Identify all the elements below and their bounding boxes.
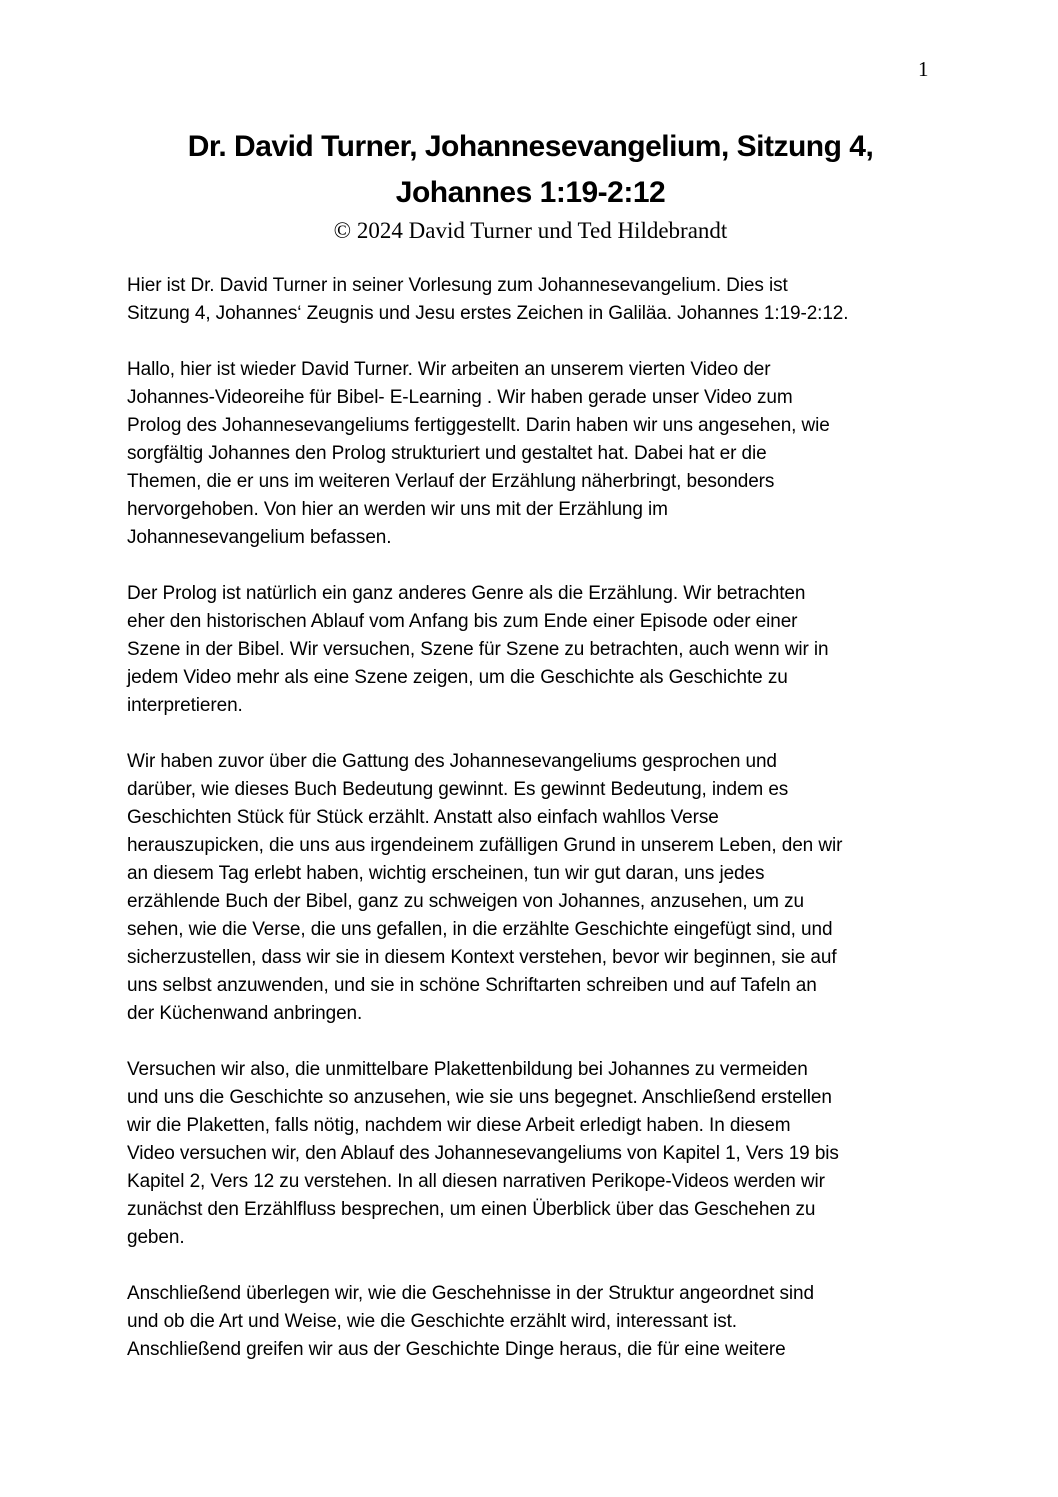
title-line-2: Johannes 1:19-2:12 <box>395 176 666 209</box>
body-paragraphs <box>127 272 934 1364</box>
text-line: Themen, die er uns im weiteren Verlauf der Erzählung näherbringt, besonders <box>127 471 775 492</box>
document-title <box>127 124 934 216</box>
page-number: 1 <box>918 57 929 81</box>
text-line: Szene in der Bibel. Wir versuchen, Szene für Szene zu betrachten, auch wenn wir in <box>127 639 829 660</box>
text-line: Anschließend überlegen wir, wie die Geschehnisse in der Struktur angeordnet sind <box>127 1283 814 1304</box>
text-line: zunächst den Erzählfluss besprechen, um einen Überblick über das Geschehen zu <box>127 1199 816 1220</box>
text-line: Video versuchen wir, den Ablauf des Johannesevangeliums von Kapitel 1, Vers 19 bis <box>127 1143 839 1164</box>
text-line: wir die Plaketten, falls nötig, nachdem wir diese Arbeit erledigt haben. In diesem <box>127 1115 791 1136</box>
text-line: Anschließend greifen wir aus der Geschichte Dinge heraus, die für eine weitere <box>127 1339 786 1360</box>
text-line: und ob die Art und Weise, wie die Geschichte erzählt wird, interessant ist. <box>127 1311 737 1332</box>
paragraph <box>127 580 934 720</box>
paragraph <box>127 356 934 552</box>
text-line: Prolog des Johannesevangeliums fertiggestellt. Darin haben wir uns angesehen, wie <box>127 415 830 436</box>
text-line: herauszupicken, die uns aus irgendeinem zufälligen Grund in unserem Leben, den wir <box>127 835 843 856</box>
text-line: der Küchenwand anbringen. <box>127 1003 363 1024</box>
text-line: und uns die Geschichte so anzusehen, wie sie uns begegnet. Anschließend erstellen <box>127 1087 832 1108</box>
paragraph <box>127 1056 934 1252</box>
text-line: Johannes-Videoreihe für Bibel- E-Learning . Wir haben gerade unser Video zum <box>127 387 793 408</box>
paragraph <box>127 1280 934 1364</box>
text-line: hervorgehoben. Von hier an werden wir uns mit der Erzählung im <box>127 499 668 520</box>
text-line: Hallo, hier ist wieder David Turner. Wir arbeiten an unserem vierten Video der <box>127 359 771 380</box>
text-line: sehen, wie die Verse, die uns gefallen, in die erzählte Geschichte eingefügt sind, und <box>127 919 833 940</box>
text-line: jedem Video mehr als eine Szene zeigen, um die Geschichte als Geschichte zu <box>127 667 788 688</box>
paragraph <box>127 748 934 1028</box>
text-line: Johannesevangelium befassen. <box>127 527 392 548</box>
text-line: eher den historischen Ablauf vom Anfang bis zum Ende einer Episode oder einer <box>127 611 798 632</box>
text-line: sicherzustellen, dass wir sie in diesem Kontext verstehen, bevor wir beginnen, sie auf <box>127 947 837 968</box>
text-line: Hier ist Dr. David Turner in seiner Vorlesung zum Johannesevangelium. Dies ist <box>127 275 788 296</box>
title-line-1: Dr. David Turner, Johannesevangelium, Sitzung 4, <box>187 130 874 163</box>
text-line: darüber, wie dieses Buch Bedeutung gewinnt. Es gewinnt Bedeutung, indem es <box>127 779 789 800</box>
text-line: interpretieren. <box>127 695 243 716</box>
text-line: Sitzung 4, Johannes‘ Zeugnis und Jesu erstes Zeichen in Galiläa. Johannes 1:19-2:12. <box>127 303 849 324</box>
text-line: Wir haben zuvor über die Gattung des Johannesevangeliums gesprochen und <box>127 751 777 772</box>
text-line: an diesem Tag erlebt haben, wichtig erscheinen, tun wir gut daran, uns jedes <box>127 863 765 884</box>
text-line: erzählende Buch der Bibel, ganz zu schweigen von Johannes, anzusehen, um zu <box>127 891 804 912</box>
paragraph <box>127 272 934 328</box>
text-line: Kapitel 2, Vers 12 zu verstehen. In all diesen narrativen Perikope-Videos werden wir <box>127 1171 825 1192</box>
text-line: Versuchen wir also, die unmittelbare Plakettenbildung bei Johannes zu vermeiden <box>127 1059 808 1080</box>
copyright-line: © 2024 David Turner und Ted Hildebrandt <box>333 218 728 243</box>
text-line: Geschichten Stück für Stück erzählt. Anstatt also einfach wahllos Verse <box>127 807 719 828</box>
text-line: Der Prolog ist natürlich ein ganz anderes Genre als die Erzählung. Wir betrachten <box>127 583 806 604</box>
text-line: uns selbst anzuwenden, und sie in schöne Schriftarten schreiben und auf Tafeln an <box>127 975 817 996</box>
text-line: sorgfältig Johannes den Prolog strukturiert und gestaltet hat. Dabei hat er die <box>127 443 767 464</box>
text-line: geben. <box>127 1227 185 1248</box>
